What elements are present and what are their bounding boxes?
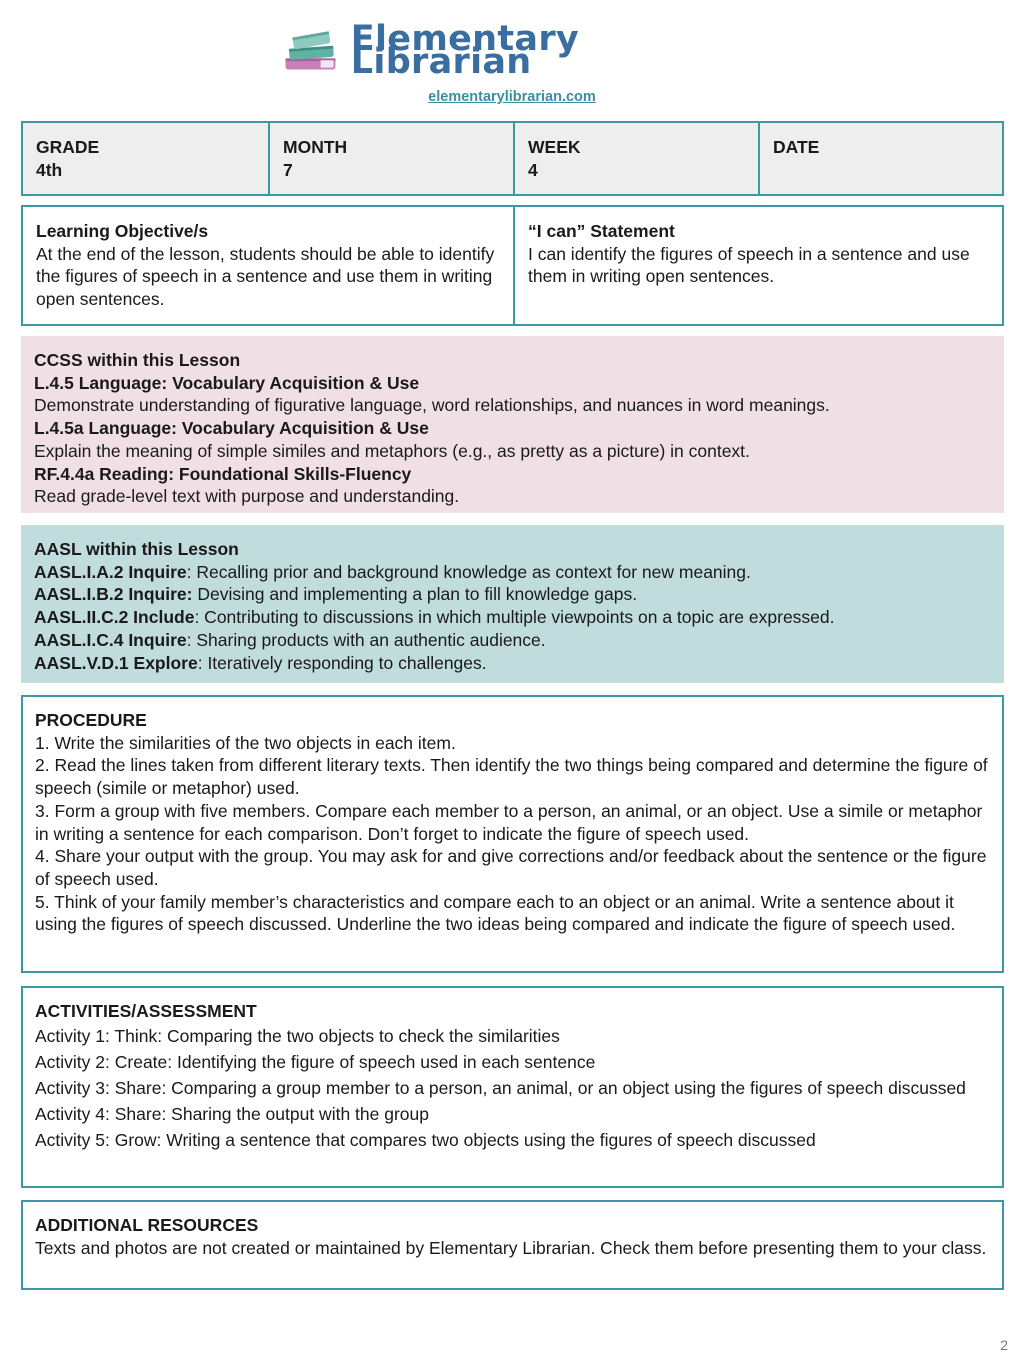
activity-item: Activity 4: Share: Sharing the output with the group	[35, 1103, 429, 1124]
site-logo	[280, 19, 740, 82]
books-icon	[280, 25, 343, 77]
aasl-standard	[34, 652, 991, 675]
aasl-standard	[34, 561, 991, 584]
aasl-text: : Contributing to discussions in which multiple viewpoints on a topic are expressed.	[194, 607, 835, 628]
aasl-code: AASL.I.C.4 Inquire	[34, 629, 187, 650]
ccss-title: CCSS within this Lesson	[34, 350, 241, 370]
month-value: 7	[283, 159, 293, 180]
activity-item: Activity 1: Think: Comparing the two objects to check the similarities	[35, 1025, 560, 1046]
aasl-title: AASL within this Lesson	[34, 539, 239, 559]
i-can-text: I can identify the figures of speech in a sentence and use them in writing open sentences.	[528, 243, 970, 287]
grade-cell	[23, 123, 268, 194]
grade-label: GRADE	[36, 137, 100, 157]
aasl-standard	[34, 606, 991, 629]
logo-text: Elementary Librarian	[350, 19, 579, 82]
i-can-cell	[513, 207, 1002, 324]
aasl-code: AASL.V.D.1 Explore	[34, 652, 198, 673]
lesson-info-row	[21, 121, 1004, 196]
procedure-section	[21, 695, 1004, 973]
procedure-step: 4. Share your output with the group. You may ask for and give corrections and/or feedback about the sentence or the figure of speech used.	[35, 846, 987, 889]
aasl-code: AASL.II.C.2 Include	[34, 607, 195, 628]
procedure-step: 2. Read the lines taken from different literary texts. Then identify the two things being compared and determine the figure of speech (simile or metaphor) used.	[35, 755, 988, 799]
aasl-standard	[34, 629, 991, 652]
ccss-code: RF.4.4a Reading: Foundational Skills-Fluency	[34, 463, 412, 484]
week-cell	[513, 123, 758, 194]
procedure-step: 5. Think of your family member’s characteristics and compare each to an object or an animal. Write a sentence about it using the figures of speech discussed. Underline the two ideas being compared and indicate the figure of speech used.	[35, 891, 956, 935]
grade-value: 4th	[36, 159, 63, 180]
aasl-text: : Recalling prior and background knowledge as context for new meaning.	[186, 561, 751, 582]
site-url-link[interactable]: elementarylibrarian.com	[428, 89, 596, 105]
i-can-label: “I can” Statement	[528, 221, 675, 241]
aasl-code: AASL.I.A.2 Inquire	[34, 561, 187, 582]
resources-title: ADDITIONAL RESOURCES	[35, 1215, 259, 1235]
aasl-code: AASL.I.B.2 Inquire:	[34, 584, 193, 605]
month-label: MONTH	[283, 137, 348, 157]
ccss-text: Demonstrate understanding of figurative language, word relationships, and nuances in word meanings.	[34, 395, 830, 416]
activities-title: ACTIVITIES/ASSESSMENT	[35, 1001, 257, 1021]
aasl-text: Devising and implementing a plan to fill knowledge gaps.	[192, 584, 638, 605]
procedure-step: 1. Write the similarities of the two objects in each item.	[35, 732, 456, 753]
ccss-code: L.4.5 Language: Vocabulary Acquisition & Use	[34, 372, 420, 393]
aasl-text: : Sharing products with an authentic audience.	[186, 629, 546, 650]
month-cell	[268, 123, 513, 194]
date-label: DATE	[773, 137, 820, 157]
page-number: 2	[1000, 1337, 1008, 1353]
learning-objective-text: At the end of the lesson, students should be able to identify the figures of speech in a sentence and use them in writing open sentences.	[36, 243, 495, 310]
objective-row	[21, 205, 1004, 326]
week-value: 4	[528, 159, 538, 180]
activity-item: Activity 5: Grow: Writing a sentence that compares two objects using the figures of speech discussed	[35, 1129, 816, 1150]
resources-text: Texts and photos are not created or maintained by Elementary Librarian. Check them before presenting them to your class.	[35, 1237, 987, 1258]
ccss-text: Explain the meaning of simple similes and metaphors (e.g., as pretty as a picture) in context.	[34, 440, 750, 461]
aasl-text: : Iteratively responding to challenges.	[197, 652, 487, 673]
procedure-step: 3. Form a group with five members. Compare each member to a person, an animal, or an object. Use a simile or metaphor in writing a sentence for each comparison. Don’t forget to indicate the figure of speech used.	[35, 800, 983, 844]
procedure-title: PROCEDURE	[35, 710, 147, 730]
learning-objective-cell	[23, 207, 513, 324]
ccss-code: L.4.5a Language: Vocabulary Acquisition & Use	[34, 418, 429, 439]
aasl-standard	[34, 583, 991, 606]
ccss-section	[21, 336, 1004, 513]
date-cell	[758, 123, 1002, 194]
activity-item: Activity 2: Create: Identifying the figure of speech used in each sentence	[35, 1051, 596, 1072]
additional-resources-section	[21, 1200, 1004, 1290]
learning-objective-label: Learning Objective/s	[36, 221, 209, 241]
activities-section	[21, 986, 1004, 1188]
activity-item: Activity 3: Share: Comparing a group member to a person, an animal, or an object using the figures of speech discussed	[35, 1077, 966, 1098]
ccss-text: Read grade-level text with purpose and understanding.	[34, 486, 460, 507]
week-label: WEEK	[528, 137, 581, 157]
aasl-section	[21, 525, 1004, 683]
